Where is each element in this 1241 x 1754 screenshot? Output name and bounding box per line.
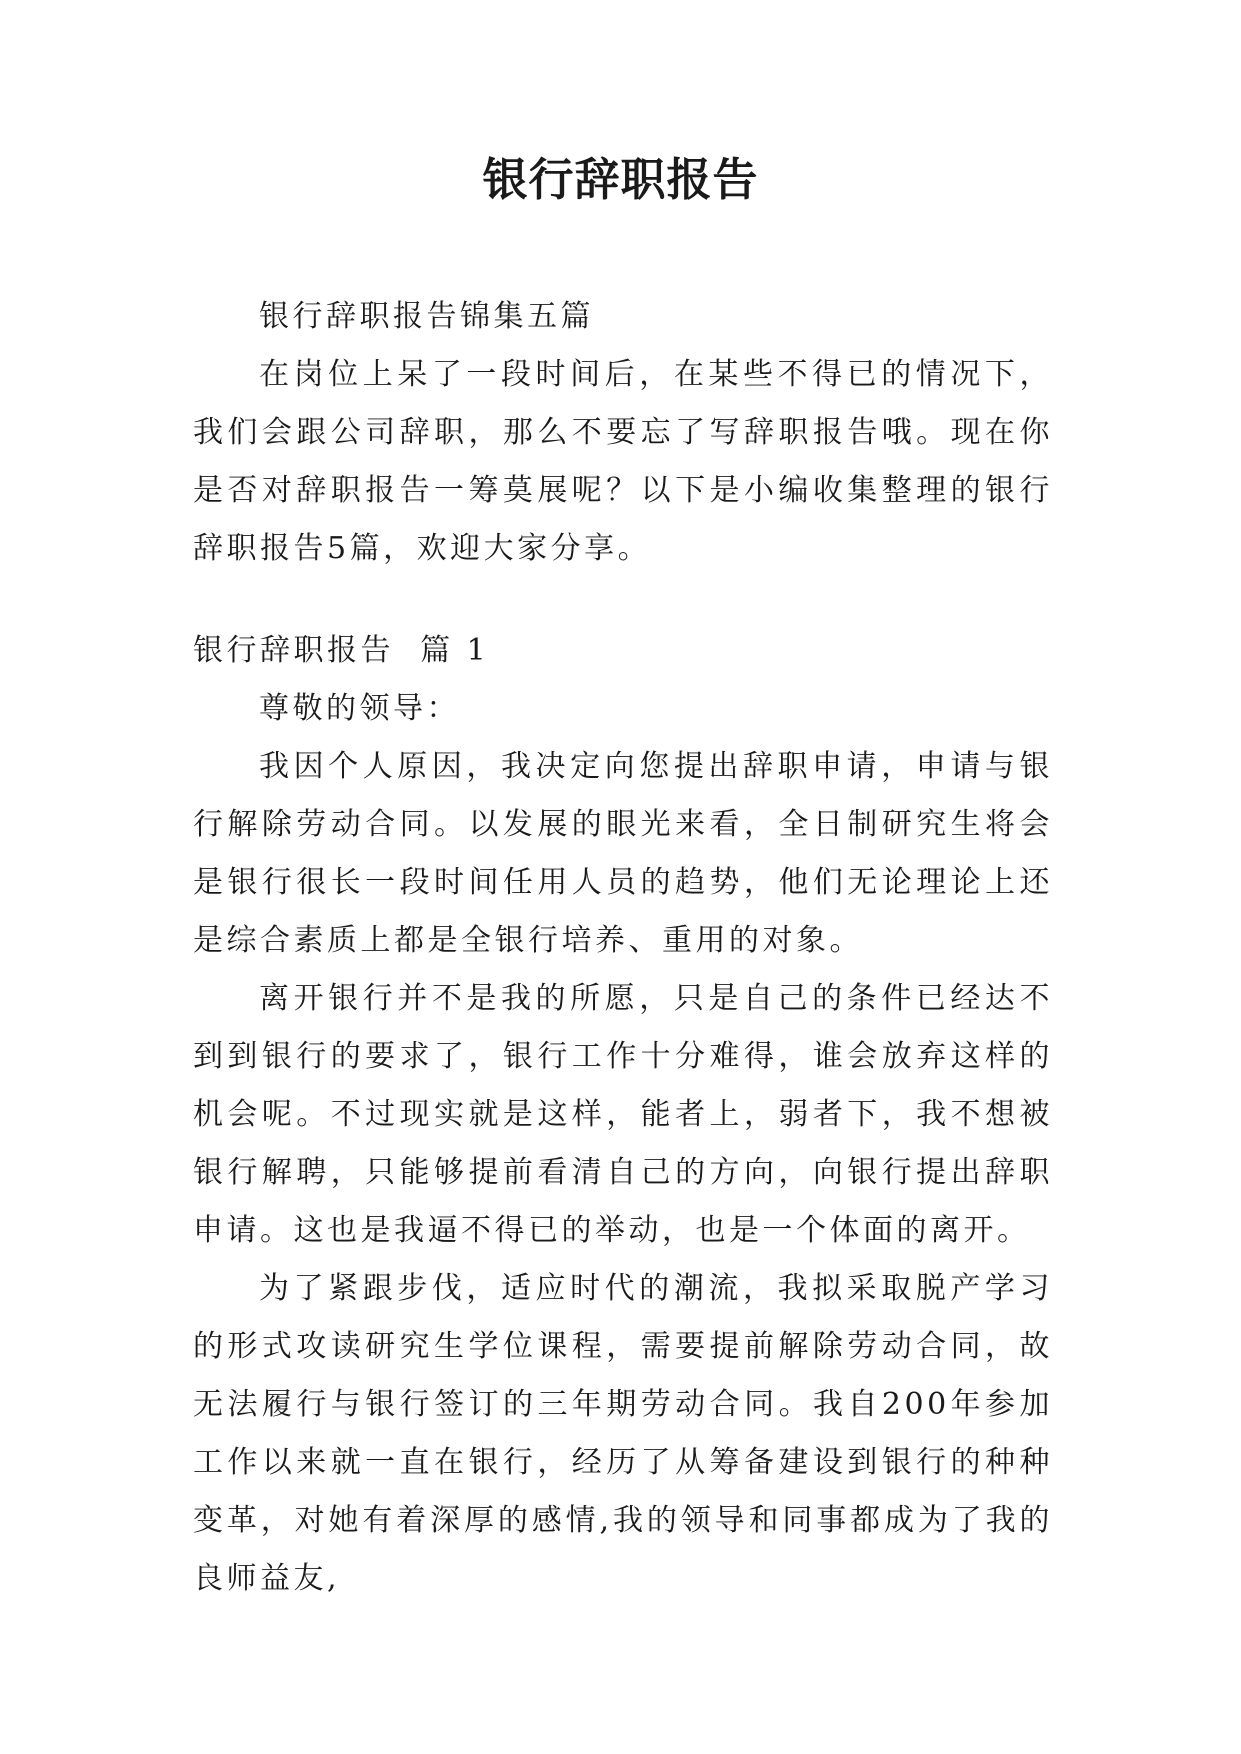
body-paragraph: 为了紧跟步伐，适应时代的潮流，我拟采取脱产学习的形式攻读研究生学位课程，需要提前解除劳动合同，故无法履行与银行签订的三年期劳动合同。我自200年参加工作以来就一直在银行，经历了从筹备建设到银行的种种变革，对她有着深厚的感情,我的领导和同事都成为了我的良师益友, xyxy=(193,1271,1053,1596)
body-paragraph: 离开银行并不是我的所愿，只是自己的条件已经达不到到银行的要求了，银行工作十分难得，谁会放弃这样的机会呢。不过现实就是这样，能者上，弱者下，我不想被银行解聘，只能够提前看清自己的方向，向银行提出辞职申请。这也是我逼不得已的举动，也是一个体面的离开。 xyxy=(193,981,1053,1248)
document-subtitle: 银行辞职报告锦集五篇 xyxy=(259,299,594,334)
document-body xyxy=(193,288,1053,1608)
document-title: 银行辞职报告 xyxy=(482,153,759,206)
section-heading: 银行辞职报告 篇 1 xyxy=(193,633,490,668)
intro-paragraph: 在岗位上呆了一段时间后，在某些不得已的情况下，我们会跟公司辞职，那么不要忘了写辞职报告哦。现在你是否对辞职报告一筹莫展呢？以下是小编收集整理的银行辞职报告5篇，欢迎大家分享。 xyxy=(193,357,1053,566)
body-paragraph: 我因个人原因，我决定向您提出辞职申请，申请与银行解除劳动合同。以发展的眼光来看，全日制研究生将会是银行很长一段时间任用人员的趋势，他们无论理论上还是综合素质上都是全银行培养、重用的对象。 xyxy=(193,749,1053,958)
salutation: 尊敬的领导： xyxy=(259,691,460,726)
